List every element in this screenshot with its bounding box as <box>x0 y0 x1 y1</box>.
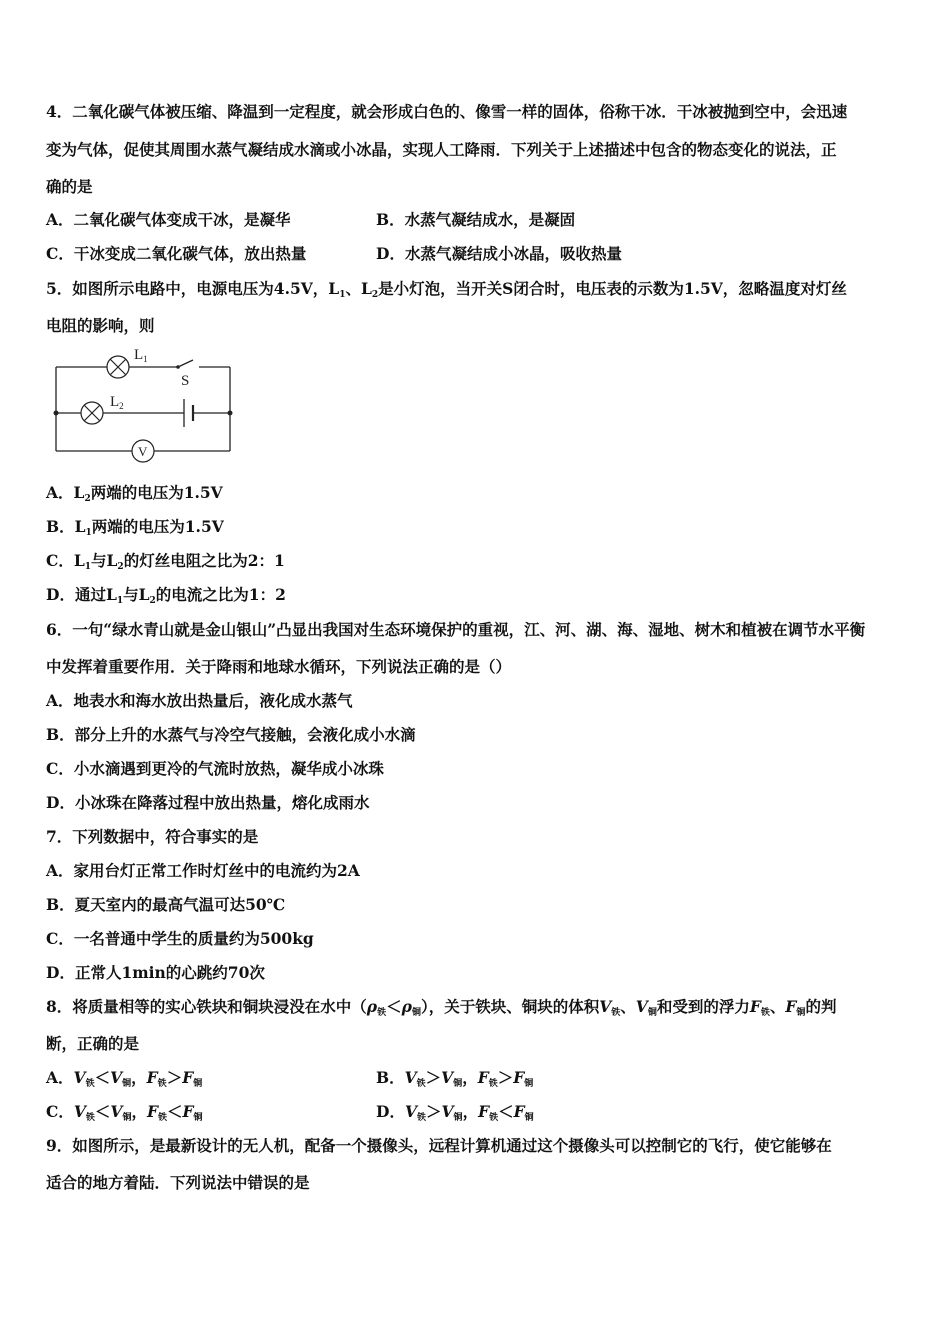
q5-option-c: C．$L_1$与$L_2$的灯丝电阻之比为2：1 <box>46 551 285 572</box>
q6-option-d: D．小冰珠在降落过程中放出热量，熔化成雨水 <box>46 793 370 812</box>
q6-option-a: A．地表水和海水放出热量后，液化成水蒸气 <box>46 691 353 710</box>
q8-stem-line2: 断，正确的是 <box>46 1034 140 1053</box>
q5-option-a: A．$L_2$两端的电压为1.5V <box>46 483 223 504</box>
label-l2: $L_2$ <box>110 394 124 411</box>
q7-option-d: D．正常人1min的心跳约70次 <box>46 963 265 982</box>
q9-stem-line2: 适合的地方着陆．下列说法中错误的是 <box>46 1173 310 1192</box>
q8-option-c: C．V铁＜V铜，F铁＜F铜 <box>46 1102 203 1123</box>
q4-option-a: A．二氧化碳气体变成干冰，是凝华 <box>46 210 291 229</box>
q4-option-d: D．水蒸气凝结成小冰晶，吸收热量 <box>376 244 622 263</box>
q8-option-a: A．V铁＜V铜，F铁＞F铜 <box>46 1068 203 1089</box>
q5-stem-line2: 电阻的影响，则 <box>46 316 155 335</box>
q4-option-b: B．水蒸气凝结成水，是凝固 <box>376 210 576 229</box>
q4-stem-line1: 4．二氧化碳气体被压缩、降温到一定程度，就会形成白色的、像雪一样的固体，俗称干冰．干冰被抛到空中，会迅速 <box>46 102 848 121</box>
q6-stem-line1: 6．一句“绿水青山就是金山银山”凸显出我国对生态环境保护的重视，江、河、湖、海、湿地、树木和植被在调节水平衡 <box>46 620 866 639</box>
q4-option-c: C．干冰变成二氧化碳气体，放出热量 <box>46 244 307 263</box>
q6-option-c: C．小水滴遇到更冷的气流时放热，凝华成小冰珠 <box>46 759 384 778</box>
lamp-l2-symbol <box>81 402 103 424</box>
q6-option-b: B．部分上升的水蒸气与冷空气接触，会液化成小水滴 <box>46 725 416 744</box>
switch-pivot <box>176 365 180 369</box>
q7-option-c: C．一名普通中学生的质量约为500kg <box>46 929 314 948</box>
q7-option-a: A．家用台灯正常工作时灯丝中的电流约为2A <box>46 861 360 880</box>
q9-stem-line1: 9．如图所示，是最新设计的无人机，配备一个摄像头，远程计算机通过这个摄像头可以控制它的飞行，使它能够在 <box>46 1136 832 1155</box>
q4-stem-line3: 确的是 <box>46 177 93 196</box>
q5-option-b: B．$L_1$两端的电压为1.5V <box>46 517 224 538</box>
battery-symbol <box>184 399 193 427</box>
lamp-l1-symbol <box>107 356 129 378</box>
q7-stem: 7．下列数据中，符合事实的是 <box>46 827 259 846</box>
label-voltmeter: V <box>138 444 148 459</box>
q8-option-b: B．V铁＞V铜，F铁＞F铜 <box>376 1068 534 1089</box>
q5-stem-line1: 5．如图所示电路中，电源电压为4.5V，$L_1$、$L_2$是小灯泡，当开关S闭合时，电压表的示数为1.5V，忽略温度对灯丝 <box>46 279 847 300</box>
q6-stem-line2: 中发挥着重要作用．关于降雨和地球水循环，下列说法正确的是（） <box>46 657 512 676</box>
q8-stem-line1: 8．将质量相等的实心铁块和铜块浸没在水中（ρ铁＜ρ铜），关于铁块、铜块的体积V铁、V铜和受到的浮力F铁、F铜的判 <box>46 997 837 1018</box>
label-l1: $L_1$ <box>134 347 148 364</box>
junction-right <box>228 411 233 416</box>
q4-stem-line2: 变为气体，促使其周围水蒸气凝结成水滴或小冰晶，实现人工降雨．下列关于上述描述中包含的物态变化的说法，正 <box>46 140 837 159</box>
label-switch: S <box>181 373 190 389</box>
q5-option-d: D．通过$L_1$与$L_2$的电流之比为1：2 <box>46 585 286 606</box>
circuit-diagram <box>50 343 240 468</box>
junction-left <box>54 411 59 416</box>
switch-blade <box>178 360 193 367</box>
q8-option-d: D．V铁＞V铜，F铁＜F铜 <box>376 1102 534 1123</box>
q7-option-b: B．夏天室内的最高气温可达50℃ <box>46 895 286 914</box>
